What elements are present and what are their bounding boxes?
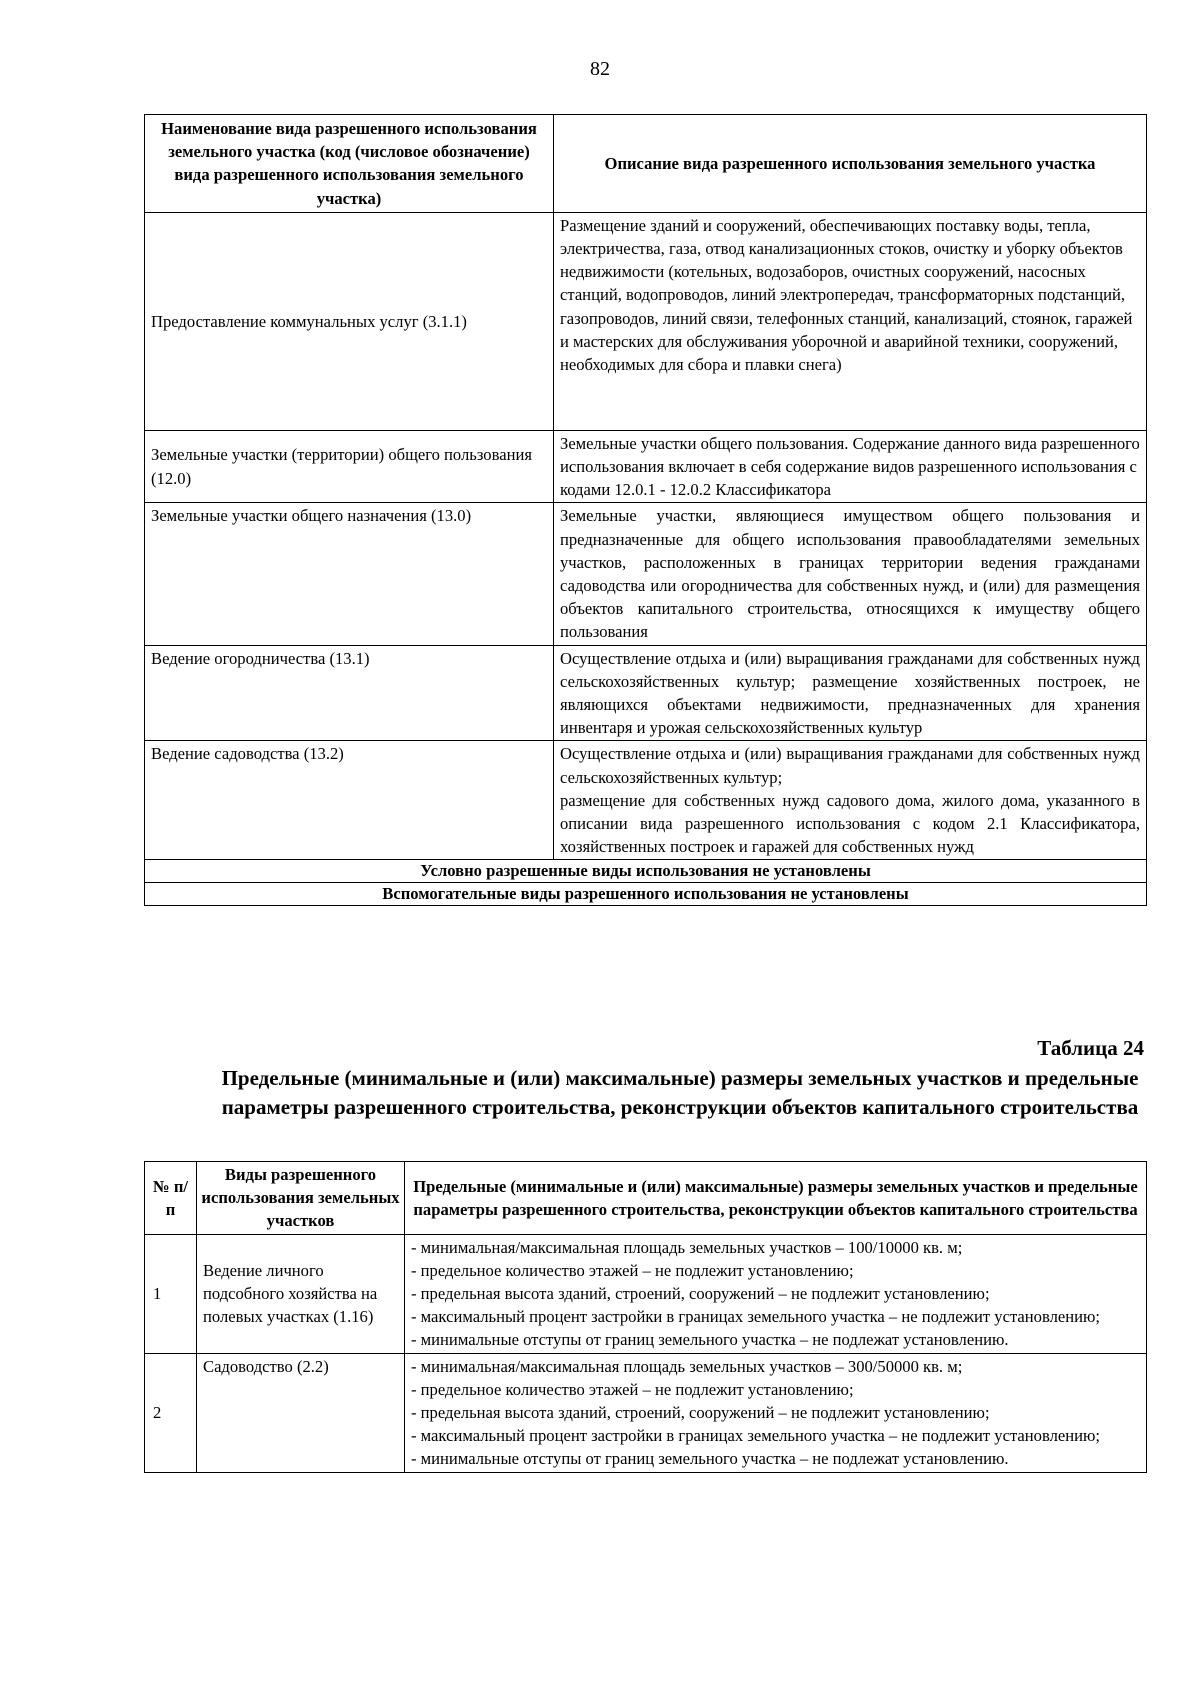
limit-item: - минимальные отступы от границ земельного участка – не подлежат установлению. <box>411 1449 1009 1469</box>
auxiliary-uses-row <box>145 883 1147 906</box>
table-label: Таблица 24 <box>1037 1036 1144 1060</box>
use-description: Осуществление отдыха и (или) выращивания гражданами для собственных нужд сельскохозяйственных культур; размещение хозяйственных построек, не являющихся объектами недвижимости, предназначенных для хранения инвентаря и урожая сельскохозяйственных культур <box>554 645 1147 741</box>
use-type: Ведение личного подсобного хозяйства на полевых участках (1.16) <box>197 1234 405 1353</box>
permitted-use-table <box>144 114 1147 906</box>
table-row <box>145 430 1147 503</box>
auxiliary-uses-note: Вспомогательные виды разрешенного использования не установлены <box>145 883 1147 906</box>
use-description <box>554 741 1147 860</box>
header-limits: Предельные (минимальные и (или) максимальные) размеры земельных участков и предельные параметры разрешенного строительства, реконструкции объектов капитального строительства <box>405 1162 1147 1235</box>
use-name: Ведение огородничества (13.1) <box>145 645 554 741</box>
limit-item: - минимальная/максимальная площадь земельных участков – 100/10000 кв. м; <box>411 1237 963 1257</box>
use-description: Земельные участки общего пользования. Содержание данного вида разрешенного использования включает в себя содержание видов разрешенного использования с кодами 12.0.1 - 12.0.2 Классификатора <box>554 430 1147 503</box>
use-description: Земельные участки, являющиеся имуществом общего пользования и предназначенные для общего использования правообладателями земельных участков, расположенных в границах территории ведения гражданами садоводства или огородничества для собственных нужд, и (или) для размещения объектов капитального строительства, относящихся к имуществу общего пользования <box>554 503 1147 645</box>
table-row <box>145 503 1147 645</box>
limit-item: - минимальная/максимальная площадь земельных участков – 300/50000 кв. м; <box>411 1356 963 1376</box>
row-number: 2 <box>145 1353 197 1472</box>
limits-cell <box>405 1234 1147 1353</box>
limit-item: - максимальный процент застройки в границах земельного участка – не подлежит установлению; <box>411 1307 1100 1327</box>
table-row <box>145 741 1147 860</box>
use-type: Садоводство (2.2) <box>197 1353 405 1472</box>
use-name: Предоставление коммунальных услуг (3.1.1) <box>145 212 554 430</box>
description-line: Осуществление отдыха и (или) выращивания гражданами для собственных нужд сельскохозяйственных культур; <box>560 744 1140 787</box>
use-name: Земельные участки общего назначения (13.0) <box>145 503 554 645</box>
limit-item: - предельное количество этажей – не подлежит установлению; <box>411 1260 854 1280</box>
table-row <box>145 645 1147 741</box>
header-use-name: Наименование вида разрешенного использования земельного участка (код (числовое обозначение) вида разрешенного использования земельного участка) <box>145 115 554 213</box>
conditional-uses-row <box>145 860 1147 883</box>
header-number: № п/п <box>145 1162 197 1235</box>
use-description: Размещение зданий и сооружений, обеспечивающих поставку воды, тепла, электричества, газа, отвод канализационных стоков, очистку и уборку объектов недвижимости (котельных, водозаборов, очистных сооружений, насосных станций, водопроводов, линий электропередач, трансформаторных подстанций, газопроводов, линий связи, телефонных станций, канализаций, стоянок, гаражей и мастерских для обслуживания уборочной и аварийной техники, сооружений, необходимых для сбора и плавки снега) <box>554 212 1147 430</box>
table-title: Предельные (минимальные и (или) максимальные) размеры земельных участков и предельные параметры разрешенного строительства, реконструкции объектов капитального строительства <box>221 1066 1139 1119</box>
limit-item: - минимальные отступы от границ земельного участка – не подлежат установлению. <box>411 1330 1009 1350</box>
table-header-row <box>145 1162 1147 1235</box>
use-name: Земельные участки (территории) общего пользования (12.0) <box>145 430 554 503</box>
use-name: Ведение садоводства (13.2) <box>145 741 554 860</box>
description-line: размещение для собственных нужд садового дома, жилого дома, указанного в описании вида разрешенного использования с кодом 2.1 Классификатора, хозяйственных построек и гаражей для собственных нужд <box>560 790 1140 857</box>
table-row <box>145 1234 1147 1353</box>
limit-item: - предельная высота зданий, строений, сооружений – не подлежит установлению; <box>411 1284 990 1304</box>
row-number: 1 <box>145 1234 197 1353</box>
table-header-row <box>145 115 1147 213</box>
limit-item: - максимальный процент застройки в границах земельного участка – не подлежит установлению; <box>411 1426 1100 1446</box>
limit-item: - предельное количество этажей – не подлежит установлению; <box>411 1379 854 1399</box>
header-use-description: Описание вида разрешенного использования земельного участка <box>554 115 1147 213</box>
table-row <box>145 212 1147 430</box>
table-row <box>145 1353 1147 1472</box>
limit-item: - предельная высота зданий, строений, сооружений – не подлежит установлению; <box>411 1403 990 1423</box>
conditional-uses-note: Условно разрешенные виды использования не установлены <box>145 860 1147 883</box>
limits-table <box>144 1161 1147 1473</box>
limits-cell <box>405 1353 1147 1472</box>
header-use-type: Виды разрешенного использования земельных участков <box>197 1162 405 1235</box>
page-number: 82 <box>590 58 610 80</box>
